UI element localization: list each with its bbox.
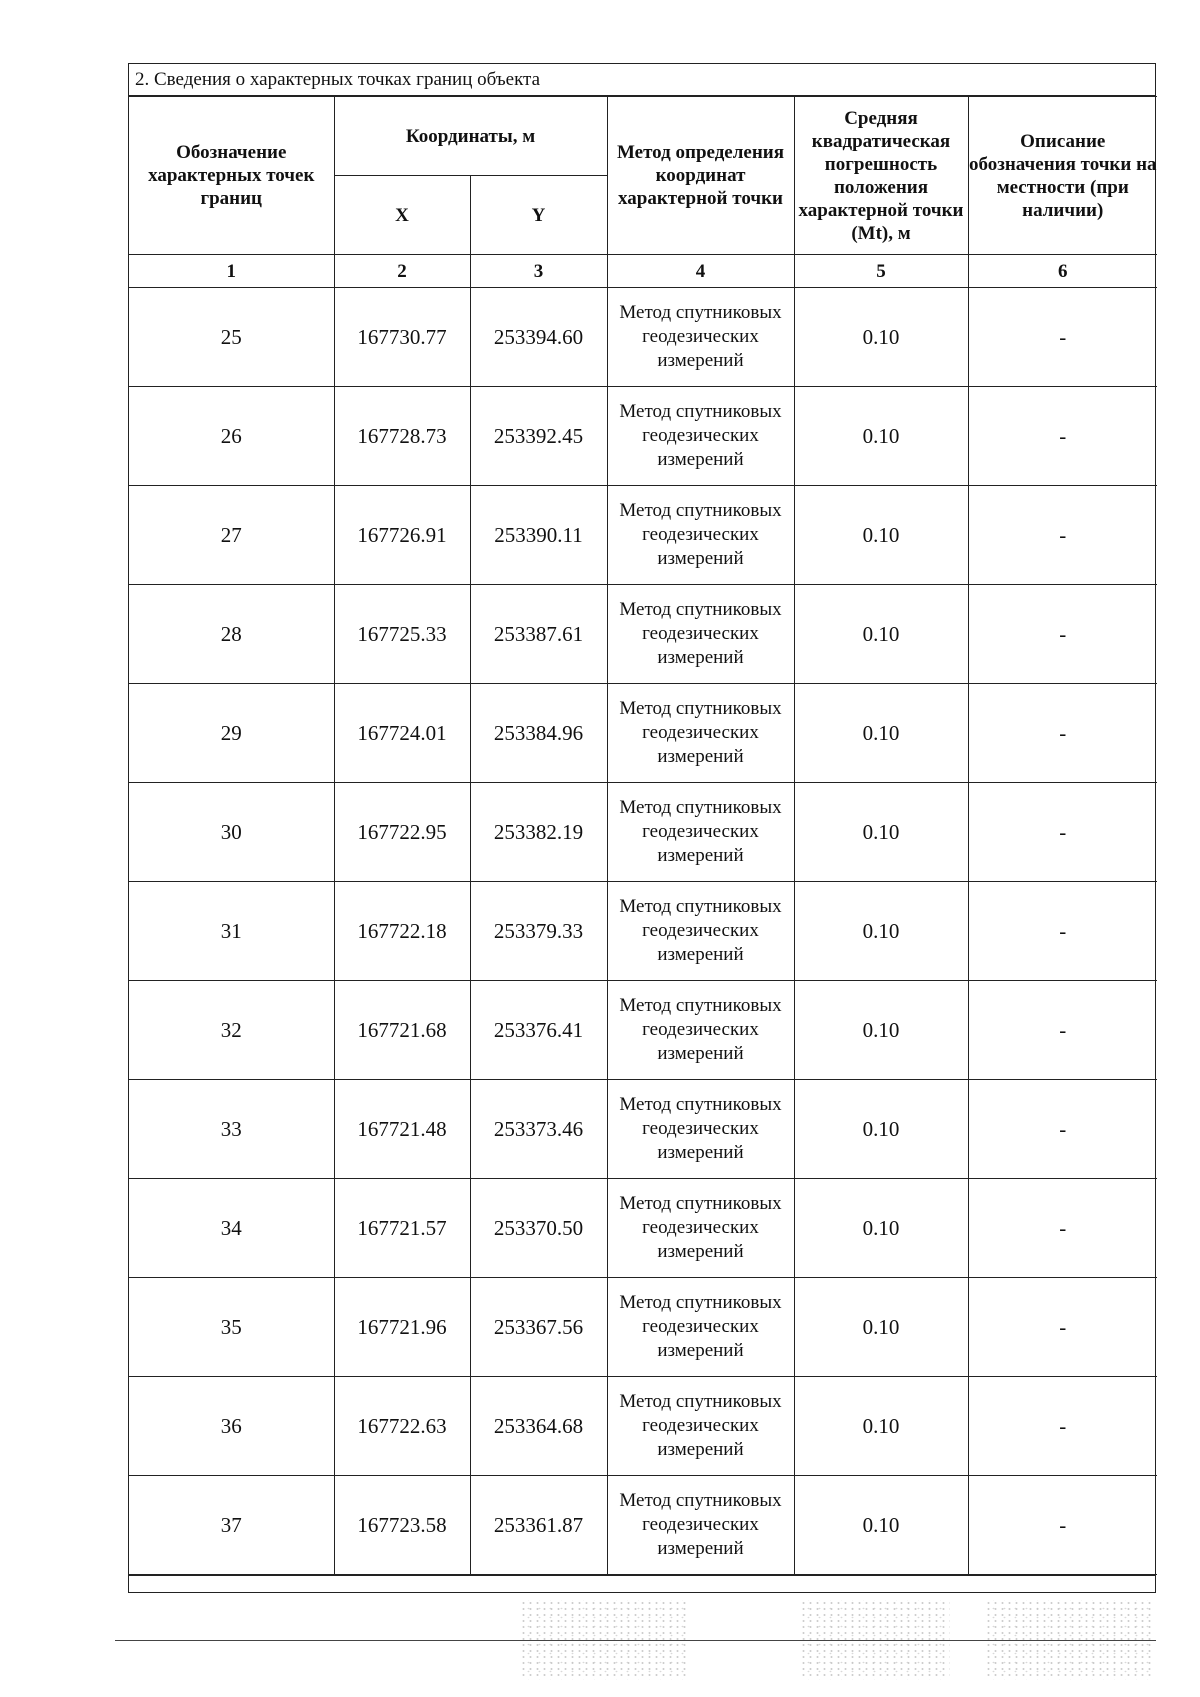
point-description: - xyxy=(968,1278,1157,1377)
point-id: 35 xyxy=(129,1278,334,1377)
mean-error: 0.10 xyxy=(794,981,968,1080)
point-description: - xyxy=(968,1377,1157,1476)
coord-y: 253382.19 xyxy=(470,783,607,882)
table-row xyxy=(129,1476,1157,1575)
point-id: 26 xyxy=(129,387,334,486)
coord-x: 167722.18 xyxy=(334,882,470,981)
mean-error: 0.10 xyxy=(794,288,968,387)
sheet-footer-strip xyxy=(129,1575,1155,1592)
method-cell: Метод спутниковых геодезических измерений xyxy=(607,684,794,783)
coord-y: 253379.33 xyxy=(470,882,607,981)
point-id: 29 xyxy=(129,684,334,783)
mean-error: 0.10 xyxy=(794,585,968,684)
column-number: 5 xyxy=(794,255,968,288)
table-row xyxy=(129,882,1157,981)
point-id: 32 xyxy=(129,981,334,1080)
table-row xyxy=(129,387,1157,486)
method-cell: Метод спутниковых геодезических измерений xyxy=(607,1377,794,1476)
mean-error: 0.10 xyxy=(794,1278,968,1377)
point-id: 27 xyxy=(129,486,334,585)
boundary-points-table xyxy=(129,96,1157,1575)
method-cell: Метод спутниковых геодезических измерений xyxy=(607,486,794,585)
point-description: - xyxy=(968,1179,1157,1278)
header-mean-error: Средняя квадратическая погрешность положения характерной точки (Mt), м xyxy=(794,97,968,255)
point-description: - xyxy=(968,585,1157,684)
column-number: 6 xyxy=(968,255,1157,288)
table-body xyxy=(129,288,1157,1575)
point-id: 37 xyxy=(129,1476,334,1575)
point-description: - xyxy=(968,486,1157,585)
scan-artifact xyxy=(520,1600,690,1680)
mean-error: 0.10 xyxy=(794,387,968,486)
mean-error: 0.10 xyxy=(794,1179,968,1278)
point-description: - xyxy=(968,1080,1157,1179)
coord-y: 253384.96 xyxy=(470,684,607,783)
point-id: 33 xyxy=(129,1080,334,1179)
coord-y: 253370.50 xyxy=(470,1179,607,1278)
point-description: - xyxy=(968,684,1157,783)
column-number: 2 xyxy=(334,255,470,288)
coord-x: 167722.95 xyxy=(334,783,470,882)
coord-x: 167721.57 xyxy=(334,1179,470,1278)
coord-x: 167721.48 xyxy=(334,1080,470,1179)
method-cell: Метод спутниковых геодезических измерений xyxy=(607,585,794,684)
table-row xyxy=(129,981,1157,1080)
table-row xyxy=(129,1377,1157,1476)
point-id: 25 xyxy=(129,288,334,387)
coord-x: 167723.58 xyxy=(334,1476,470,1575)
coord-x: 167721.68 xyxy=(334,981,470,1080)
header-point-designation: Обозначение характерных точек границ xyxy=(129,97,334,255)
coord-x: 167722.63 xyxy=(334,1377,470,1476)
coord-y: 253373.46 xyxy=(470,1080,607,1179)
coord-y: 253387.61 xyxy=(470,585,607,684)
table-row xyxy=(129,585,1157,684)
mean-error: 0.10 xyxy=(794,1080,968,1179)
point-description: - xyxy=(968,882,1157,981)
method-cell: Метод спутниковых геодезических измерений xyxy=(607,387,794,486)
section-title: 2. Сведения о характерных точках границ объекта xyxy=(129,64,1155,96)
mean-error: 0.10 xyxy=(794,684,968,783)
header-x: X xyxy=(334,176,470,255)
method-cell: Метод спутниковых геодезических измерений xyxy=(607,882,794,981)
coord-x: 167725.33 xyxy=(334,585,470,684)
boundary-points-sheet xyxy=(128,63,1156,1593)
coord-y: 253390.11 xyxy=(470,486,607,585)
coord-y: 253376.41 xyxy=(470,981,607,1080)
coord-y: 253392.45 xyxy=(470,387,607,486)
mean-error: 0.10 xyxy=(794,486,968,585)
point-description: - xyxy=(968,1476,1157,1575)
scan-artifact xyxy=(985,1600,1155,1680)
method-cell: Метод спутниковых геодезических измерений xyxy=(607,981,794,1080)
table-row xyxy=(129,486,1157,585)
point-id: 36 xyxy=(129,1377,334,1476)
mean-error: 0.10 xyxy=(794,1476,968,1575)
coord-y: 253394.60 xyxy=(470,288,607,387)
point-description: - xyxy=(968,387,1157,486)
method-cell: Метод спутниковых геодезических измерений xyxy=(607,1179,794,1278)
header-y: Y xyxy=(470,176,607,255)
column-number: 3 xyxy=(470,255,607,288)
method-cell: Метод спутниковых геодезических измерений xyxy=(607,1278,794,1377)
coord-x: 167726.91 xyxy=(334,486,470,585)
method-cell: Метод спутниковых геодезических измерений xyxy=(607,1476,794,1575)
coord-y: 253367.56 xyxy=(470,1278,607,1377)
point-id: 31 xyxy=(129,882,334,981)
point-id: 30 xyxy=(129,783,334,882)
method-cell: Метод спутниковых геодезических измерений xyxy=(607,288,794,387)
point-description: - xyxy=(968,783,1157,882)
table-row xyxy=(129,1179,1157,1278)
method-cell: Метод спутниковых геодезических измерений xyxy=(607,1080,794,1179)
column-number: 1 xyxy=(129,255,334,288)
table-row xyxy=(129,1080,1157,1179)
table-row xyxy=(129,783,1157,882)
method-cell: Метод спутниковых геодезических измерений xyxy=(607,783,794,882)
mean-error: 0.10 xyxy=(794,882,968,981)
mean-error: 0.10 xyxy=(794,1377,968,1476)
coord-y: 253361.87 xyxy=(470,1476,607,1575)
header-coordinates: Координаты, м xyxy=(334,97,607,176)
point-description: - xyxy=(968,288,1157,387)
coord-x: 167728.73 xyxy=(334,387,470,486)
mean-error: 0.10 xyxy=(794,783,968,882)
table-row xyxy=(129,684,1157,783)
point-description: - xyxy=(968,981,1157,1080)
point-id: 28 xyxy=(129,585,334,684)
column-number: 4 xyxy=(607,255,794,288)
table-header xyxy=(129,97,1157,288)
header-method: Метод определения координат характерной точки xyxy=(607,97,794,255)
coord-x: 167724.01 xyxy=(334,684,470,783)
coord-x: 167721.96 xyxy=(334,1278,470,1377)
table-row xyxy=(129,1278,1157,1377)
point-id: 34 xyxy=(129,1179,334,1278)
scan-artifact xyxy=(800,1600,950,1680)
header-description: Описание обозначения точки на местности (при наличии) xyxy=(968,97,1157,255)
table-row xyxy=(129,288,1157,387)
coord-y: 253364.68 xyxy=(470,1377,607,1476)
coord-x: 167730.77 xyxy=(334,288,470,387)
